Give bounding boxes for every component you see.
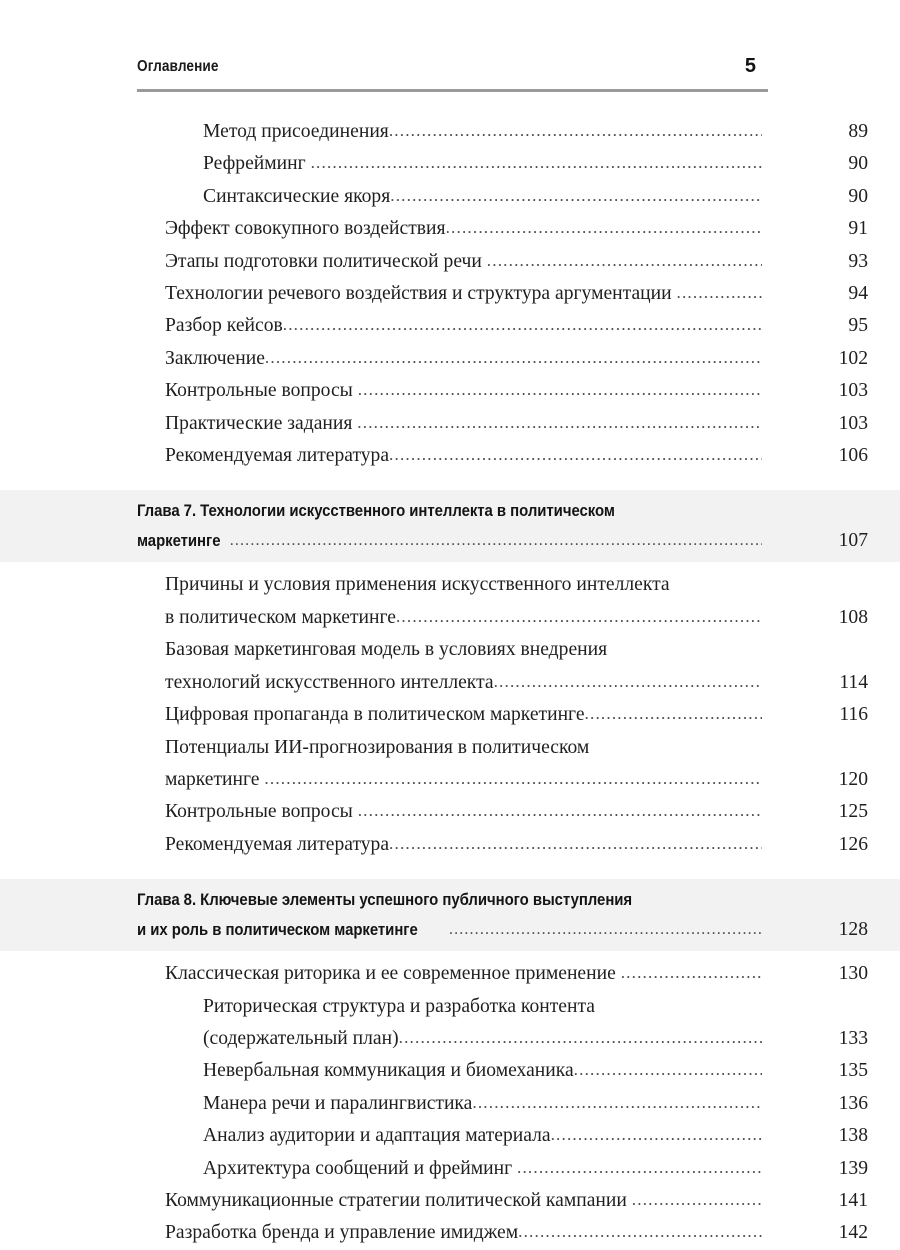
toc-entry-title: Потенциалы ИИ-прогнозирования в политическом xyxy=(165,736,590,758)
leader-dots xyxy=(396,602,762,633)
toc-entry-line xyxy=(0,602,762,634)
toc-page-number: 125 xyxy=(838,801,868,823)
toc-page-number: 135 xyxy=(838,1060,868,1082)
toc-item-entry[interactable] xyxy=(0,278,900,310)
toc-page-number: 94 xyxy=(848,283,868,305)
toc-page-number: 107 xyxy=(838,530,868,552)
toc-entry-title: Манера речи и паралингвистика xyxy=(203,1092,473,1114)
toc-page-number: 141 xyxy=(838,1189,868,1211)
toc-page-number: 106 xyxy=(838,445,868,467)
leader-dots xyxy=(265,343,762,374)
toc-entry-line xyxy=(0,213,762,245)
toc-entry-line xyxy=(0,915,762,946)
toc-entry-title: Эффект совокупного воздействия xyxy=(165,218,446,240)
toc-item-entry[interactable] xyxy=(0,375,900,407)
toc-item-entry[interactable] xyxy=(0,991,900,1056)
leader-dots xyxy=(621,958,762,989)
toc-entry-title: Коммуникационные стратегии политической кампании xyxy=(165,1189,632,1211)
toc-item-entry[interactable] xyxy=(0,1153,900,1185)
leader-dots xyxy=(517,1153,762,1184)
toc-page-number: 102 xyxy=(838,347,868,369)
toc-entry-line xyxy=(0,829,762,861)
toc-entry-line xyxy=(0,440,762,472)
leader-dots xyxy=(389,116,762,147)
toc-entry-title: Базовая маркетинговая модель в условиях внедрения xyxy=(165,639,608,661)
toc-item-entry[interactable] xyxy=(0,310,900,342)
toc-page-number: 89 xyxy=(848,121,868,142)
toc-entry-title: маркетинге xyxy=(165,768,265,790)
toc-page-number: 139 xyxy=(838,1157,868,1179)
leader-dots xyxy=(399,1023,762,1054)
leader-dots xyxy=(518,1217,762,1248)
toc-entry-line xyxy=(0,885,762,915)
toc-entry-line xyxy=(0,278,762,310)
toc-page-number: 133 xyxy=(838,1027,868,1049)
toc-page-number: 116 xyxy=(839,704,868,726)
toc-item-entry[interactable] xyxy=(0,699,900,731)
toc-entry-title: и их роль в политическом маркетинге xyxy=(137,920,418,940)
toc-page-number: 91 xyxy=(848,218,868,240)
toc-entry-title: Практические задания xyxy=(165,412,358,434)
toc-entry-line xyxy=(0,246,762,278)
leader-dots xyxy=(585,699,762,730)
header-rule xyxy=(137,89,768,92)
toc-page-number: 93 xyxy=(848,250,868,272)
toc-item-entry[interactable] xyxy=(0,829,900,861)
toc-entry-title: Этапы подготовки политической речи xyxy=(165,250,487,272)
leader-dots xyxy=(230,527,762,557)
toc-entry-line xyxy=(0,667,762,699)
toc-page-number: 128 xyxy=(838,919,868,941)
toc-entry-line xyxy=(0,764,762,796)
leader-dots xyxy=(389,440,762,471)
toc-entry-title: Цифровая пропаганда в политическом маркетинге xyxy=(165,704,585,726)
toc-page-number: 114 xyxy=(839,671,868,693)
toc-entry-line xyxy=(0,1185,762,1217)
table-of-contents xyxy=(0,116,900,1250)
toc-entry-title: Архитектура сообщений и фрейминг xyxy=(203,1157,518,1179)
toc-chapter-entry[interactable] xyxy=(0,879,900,951)
toc-entry-line xyxy=(0,1217,762,1249)
toc-entry-title: Разработка бренда и управление имиджем xyxy=(165,1222,519,1244)
leader-dots xyxy=(357,408,762,439)
toc-entry-title: Глава 7. Технологии искусственного интеллекта в политическом xyxy=(137,501,615,521)
toc-item-entry[interactable] xyxy=(0,569,900,634)
toc-page-number: 120 xyxy=(838,768,868,790)
running-head-page-number: 5 xyxy=(744,55,756,77)
toc-entry-line xyxy=(0,181,762,213)
toc-entry-title: технологий искусственного интеллекта xyxy=(165,671,494,693)
toc-item-entry[interactable] xyxy=(0,148,900,180)
toc-entry-line xyxy=(0,991,762,1023)
toc-entry-title: Глава 8. Ключевые элементы успешного публичного выступления xyxy=(137,890,633,910)
toc-entry-line xyxy=(0,1055,762,1087)
toc-entry-title: Контрольные вопросы xyxy=(165,380,358,402)
toc-entry-line xyxy=(0,634,762,666)
toc-entry-line xyxy=(0,1088,762,1120)
toc-page-number: 130 xyxy=(838,963,868,985)
running-head-title: Оглавление xyxy=(137,58,219,75)
leader-dots xyxy=(551,1120,762,1151)
toc-entry-title: Разбор кейсов xyxy=(165,315,283,337)
toc-entry-line xyxy=(0,408,762,440)
toc-entry-line xyxy=(0,569,762,601)
leader-dots xyxy=(487,246,762,277)
leader-dots xyxy=(311,148,762,179)
toc-entry-line xyxy=(0,496,762,526)
toc-page-number: 95 xyxy=(848,315,868,337)
toc-page-number: 108 xyxy=(838,606,868,628)
toc-entry-title: Причины и условия применения искусственного интеллекта xyxy=(165,574,670,596)
leader-dots xyxy=(574,1055,762,1086)
toc-entry-title: Заключение xyxy=(165,347,265,369)
toc-entry-line xyxy=(0,958,762,990)
toc-entry-line xyxy=(0,699,762,731)
leader-dots xyxy=(472,1088,762,1119)
toc-entry-title: (содержательный план) xyxy=(203,1027,399,1049)
toc-item-entry[interactable] xyxy=(0,246,900,278)
toc-entry-title: Метод присоединения xyxy=(203,121,389,142)
toc-page-number: 90 xyxy=(848,153,868,175)
toc-item-entry[interactable] xyxy=(0,958,900,990)
toc-item-entry[interactable] xyxy=(0,796,900,828)
toc-entry-title: Рефрейминг xyxy=(203,153,311,175)
leader-dots xyxy=(358,375,762,406)
toc-entry-title: Анализ аудитории и адаптация материала xyxy=(203,1125,551,1147)
toc-entry-line xyxy=(0,310,762,342)
toc-entry-line xyxy=(0,1120,762,1152)
toc-entry-title: маркетинге xyxy=(137,531,221,551)
toc-entry-title: Рекомендуемая литература xyxy=(165,833,390,855)
toc-entry-line xyxy=(0,526,762,557)
toc-entry-title: Рекомендуемая литература xyxy=(165,445,390,467)
toc-page-number: 126 xyxy=(838,833,868,855)
toc-entry-line xyxy=(0,796,762,828)
leader-dots xyxy=(446,213,762,244)
toc-entry-line xyxy=(0,148,762,180)
toc-entry-line xyxy=(0,343,762,375)
toc-item-entry[interactable] xyxy=(0,440,900,472)
toc-page-number: 103 xyxy=(838,380,868,402)
leader-dots xyxy=(449,915,762,945)
toc-item-entry[interactable] xyxy=(0,1055,900,1087)
leader-dots xyxy=(677,278,762,309)
leader-dots xyxy=(264,764,762,795)
toc-page-number: 90 xyxy=(848,185,868,207)
toc-entry-title: Синтаксические якоря xyxy=(203,185,391,207)
toc-page-number: 136 xyxy=(838,1092,868,1114)
toc-item-entry[interactable] xyxy=(0,1088,900,1120)
leader-dots xyxy=(389,829,762,860)
toc-entry-line xyxy=(0,1153,762,1185)
toc-entry-line xyxy=(0,116,762,148)
toc-item-entry[interactable] xyxy=(0,1185,900,1217)
toc-item-entry[interactable] xyxy=(0,1120,900,1152)
toc-entry-title: Контрольные вопросы xyxy=(165,801,358,823)
toc-entry-line xyxy=(0,732,762,764)
leader-dots xyxy=(283,310,762,341)
toc-item-entry[interactable] xyxy=(0,634,900,699)
leader-dots xyxy=(494,667,762,698)
toc-entry-line xyxy=(0,375,762,407)
toc-item-entry[interactable] xyxy=(0,343,900,375)
toc-item-entry[interactable] xyxy=(0,181,900,213)
toc-entry-title: Технологии речевого воздействия и структура аргументации xyxy=(165,283,677,305)
toc-item-entry[interactable] xyxy=(0,1217,900,1249)
toc-entry-line xyxy=(0,1023,762,1055)
toc-item-entry[interactable] xyxy=(0,116,900,148)
toc-item-entry[interactable] xyxy=(0,732,900,797)
toc-chapter-entry[interactable] xyxy=(0,490,900,562)
toc-page-number: 103 xyxy=(838,412,868,434)
toc-page-number: 142 xyxy=(838,1222,868,1244)
toc-page-number: 138 xyxy=(838,1125,868,1147)
toc-item-entry[interactable] xyxy=(0,408,900,440)
toc-entry-title: Классическая риторика и ее современное применение xyxy=(165,963,621,985)
toc-entry-title: Невербальная коммуникация и биомеханика xyxy=(203,1060,574,1082)
leader-dots xyxy=(358,796,762,827)
toc-item-entry[interactable] xyxy=(0,213,900,245)
running-head xyxy=(137,55,768,92)
leader-dots xyxy=(632,1185,762,1216)
leader-dots xyxy=(390,181,762,212)
toc-entry-title: в политическом маркетинге xyxy=(165,606,396,628)
toc-entry-title: Риторическая структура и разработка контента xyxy=(203,995,595,1017)
